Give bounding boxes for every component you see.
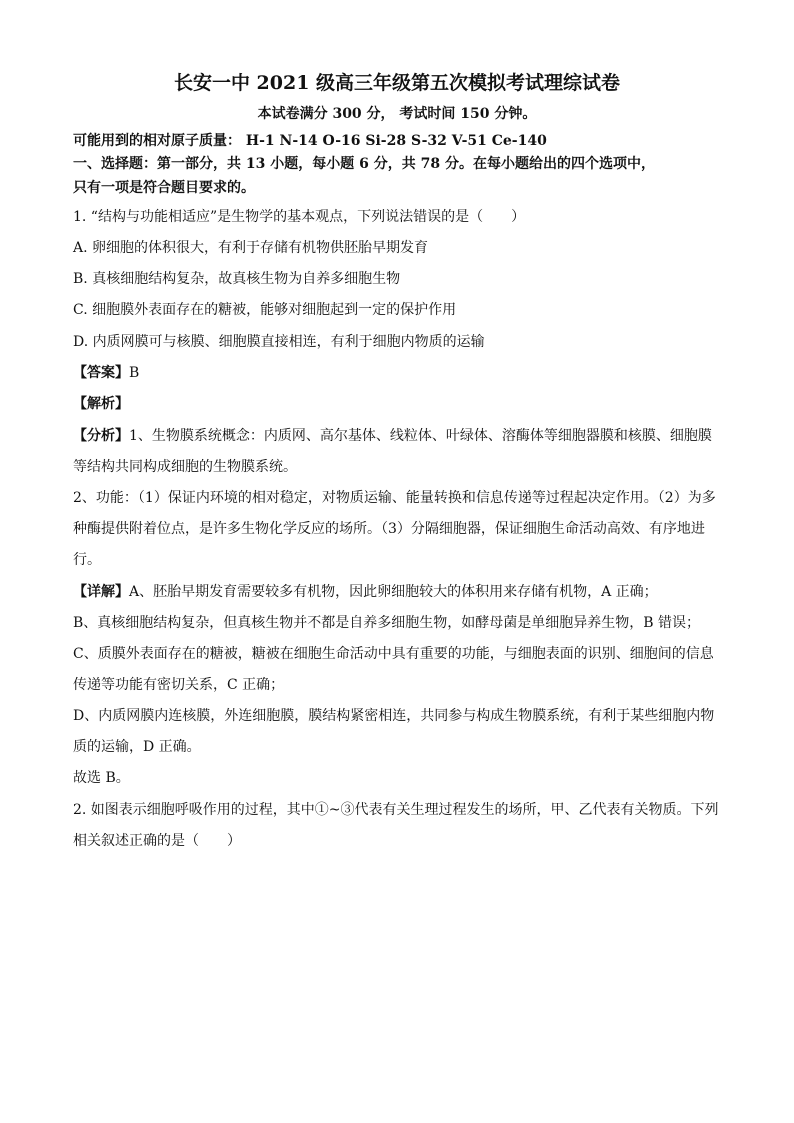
question-1-stem: 1. “结构与功能相适应”是生物学的基本观点，下列说法错误的是（ ） (73, 209, 526, 225)
answer-value: B (129, 365, 140, 381)
detail-line-4: 传递等功能有密切关系，C 正确； (73, 677, 285, 693)
question-2-stem-line2: 相关叙述正确的是（ ） (73, 833, 241, 849)
question-1-option-a: A. 卵细胞的体积很大，有利于存储有机物供胚胎早期发育 (73, 240, 429, 256)
detail-line-3: C、质膜外表面存在的糖被，糖被在细胞生命活动中具有重要的功能，与细胞表面的识别、细胞间的信息 (73, 646, 714, 662)
detail-line-6: 质的运输，D 正确。 (73, 739, 201, 755)
question-1-option-c: C. 细胞膜外表面存在的糖被，能够对细胞起到一定的保护作用 (73, 302, 457, 318)
detail-line-2: B、真核细胞结构复杂，但真核生物并不都是自养多细胞生物，如酵母菌是单细胞异养生物，B 错误； (73, 615, 701, 631)
question-1-option-b: B. 真核细胞结构复杂，故真核生物为自养多细胞生物 (73, 271, 401, 287)
answer-line (73, 363, 139, 383)
section-instruction-line1: 一、选择题：第一部分，共 13 小题，每小题 6 分，共 78 分。在每小题给出的四个选项中， (73, 156, 655, 172)
fenxi-line-1: 【分析】1、生物膜系统概念：内质网、高尔基体、线粒体、叶绿体、溶酶体等细胞器膜和核膜、细胞膜 (73, 428, 712, 444)
detail-conclusion: 故选 B。 (73, 770, 130, 786)
question-2-stem-line1: 2. 如图表示细胞呼吸作用的过程，其中①~③代表有关生理过程发生的场所，甲、乙代表有关物质。下列 (73, 802, 719, 818)
fenxi-tag: 【分析】 (73, 428, 129, 444)
section-instruction-line2: 只有一项是符合题目要求的。 (73, 180, 255, 196)
fenxi-line-4: 种酶提供附着位点，是许多生物化学反应的场所。（3）分隔细胞器，保证细胞生命活动高效、有序地进 (73, 521, 705, 537)
detail-line-1: 【详解】A、胚胎早期发育需要较多有机物，因此卵细胞较大的体积用来存储有机物，A 正确； (73, 584, 658, 600)
detail-tag: 【详解】 (73, 584, 129, 600)
question-1-option-d: D. 内质网膜可与核膜、细胞膜直接相连，有利于细胞内物质的运输 (73, 334, 485, 350)
detail-line-5: D、内质网膜内连核膜，外连细胞膜，膜结构紧密相连，共同参与构成生物膜系统，有利于某些细胞内物 (73, 708, 715, 724)
atomic-masses: 可能用到的相对原子质量： H-1 N-14 O-16 Si-28 S-32 V-51 Ce-140 (73, 133, 547, 149)
page-title: 长安一中 2021 级高三年级第五次模拟考试理综试卷 (173, 72, 621, 94)
analysis-tag: 【解析】 (73, 396, 129, 412)
exam-info: 本试卷满分 300 分， 考试时间 150 分钟。 (257, 106, 537, 122)
fenxi-line-2: 等结构共同构成细胞的生物膜系统。 (73, 459, 297, 475)
fenxi-line-5: 行。 (73, 552, 101, 568)
fenxi-line-3: 2、功能：（1）保证内环境的相对稳定，对物质运输、能量转换和信息传递等过程起决定作用。（2）为多 (73, 490, 716, 506)
answer-tag: 【答案】 (73, 365, 129, 381)
